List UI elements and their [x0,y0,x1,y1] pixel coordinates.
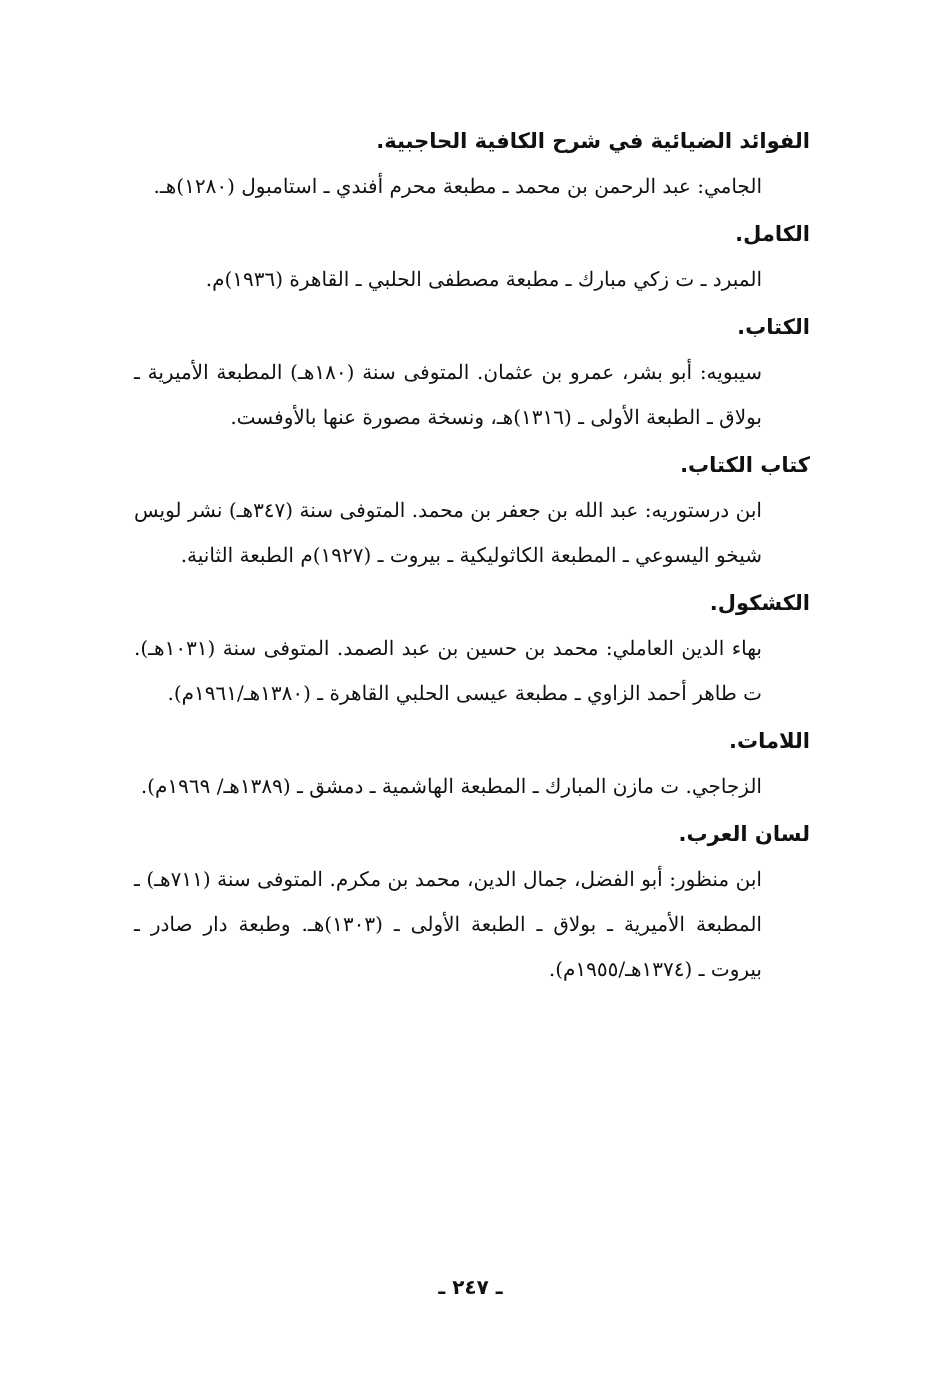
entry-title: الكشكول. [709,591,810,615]
entry-body: الزجاجي. ت مازن المبارك ـ المطبعة الهاشمية ـ دمشق ـ (١٣٨٩هـ/ ١٩٦٩م). [140,774,762,798]
entry-title: الفوائد الضيائية في شرح الكافية الحاجبية. [376,129,810,153]
entry-body: سيبويه: أبو بشر، عمرو بن عثمان. المتوفى سنة (١٨٠هـ) المطبعة الأميرية ـ بولاق ـ الطبعة الأولى ـ (١٣١٦)هـ، ونسخة مصورة عنها بالأوفست. [134,360,763,429]
bibliography-list [134,118,810,994]
entry-body: بهاء الدين العاملي: محمد بن حسين بن عبد الصمد. المتوفى سنة (١٠٣١هـ). ت طاهر أحمد الزاوي ـ مطبعة عيسى الحلبي القاهرة ـ (١٣٨٠هـ/١٩٦١م). [134,636,762,705]
bibliography-entry [134,211,810,302]
bibliography-entry [134,118,810,209]
entry-title: الكامل. [735,222,810,246]
entry-title: الكتاب. [737,315,810,339]
entry-body: ابن درستوريه: عبد الله بن جعفر بن محمد. المتوفى سنة (٣٤٧هـ) نشر لويس شيخو اليسوعي ـ المطبعة الكاثوليكية ـ بيروت ـ (١٩٢٧)م الطبعة الثانية. [134,498,762,567]
bibliography-entry [134,811,810,992]
page-number: ـ ٢٤٧ ـ [438,1275,503,1299]
entry-body: الجامي: عبد الرحمن بن محمد ـ مطبعة محرم أفندي ـ استامبول (١٢٨٠)هـ. [153,174,762,198]
bibliography-entry [134,718,810,809]
entry-title: اللامات. [729,729,810,753]
bibliography-entry [134,580,810,716]
entry-body: المبرد ـ ت زكي مبارك ـ مطبعة مصطفى الحلبي ـ القاهرة (١٩٣٦)م. [205,267,762,291]
bibliography-entry [134,442,810,578]
bibliography-entry [134,304,810,440]
entry-body: ابن منظور: أبو الفضل، جمال الدين، محمد بن مكرم. المتوفى سنة (٧١١هـ) ـ المطبعة الأميرية ـ بولاق ـ الطبعة الأولى ـ (١٣٠٣)هـ. وطبعة دار صادر ـ بيروت ـ (١٣٧٤هـ/١٩٥٥م). [134,867,762,981]
entry-title: لسان العرب. [678,822,810,846]
entry-title: كتاب الكتاب. [680,453,810,477]
